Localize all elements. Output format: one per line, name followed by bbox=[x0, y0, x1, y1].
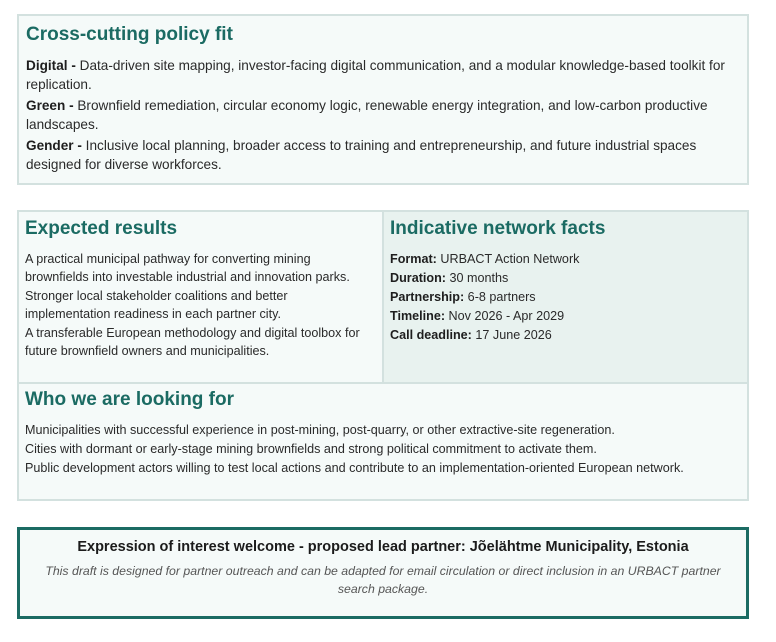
expression-of-interest-box bbox=[17, 527, 749, 619]
fact-partnership bbox=[390, 288, 741, 306]
fact-timeline bbox=[390, 307, 741, 325]
result-item: A practical municipal pathway for converting mining brownfields into investable industrial and innovation parks. bbox=[25, 252, 350, 284]
fact-value: 6-8 partners bbox=[464, 290, 536, 304]
network-facts-title: Indicative network facts bbox=[390, 218, 606, 239]
results-facts-grid bbox=[17, 210, 749, 501]
policy-item-label: Digital - bbox=[26, 58, 76, 73]
policy-item-label: Gender - bbox=[26, 138, 82, 153]
network-facts-section bbox=[384, 212, 747, 382]
expected-results-section bbox=[19, 212, 384, 382]
looking-for-section bbox=[19, 382, 747, 499]
fact-value: URBACT Action Network bbox=[436, 252, 580, 266]
policy-item-green bbox=[26, 96, 741, 134]
fact-label: Duration: bbox=[390, 271, 446, 285]
cta-note: This draft is designed for partner outreach and can be adapted for email circulation or direct inclusion in an URBACT partner search package. bbox=[45, 564, 721, 596]
policy-item-label: Green - bbox=[26, 98, 74, 113]
fact-value: 30 months bbox=[445, 271, 509, 285]
result-item: A transferable European methodology and digital toolbox for future brownfield owners and municipalities. bbox=[25, 326, 360, 358]
fact-duration bbox=[390, 269, 741, 287]
result-item: Stronger local stakeholder coalitions and better implementation readiness in each partner city. bbox=[25, 289, 288, 321]
looking-item: Cities with dormant or early-stage mining brownfields and strong political commitment to activate them. bbox=[25, 442, 597, 456]
policy-item-digital bbox=[26, 56, 741, 94]
fact-format bbox=[390, 250, 741, 268]
policy-item-text: Brownfield remediation, circular economy logic, renewable energy integration, and low-carbon productive landscapes. bbox=[26, 98, 708, 132]
fact-label: Partnership: bbox=[390, 290, 465, 304]
looking-for-title: Who we are looking for bbox=[25, 389, 235, 410]
policy-item-text: Inclusive local planning, broader access to training and entrepreneurship, and future industrial spaces designed for diverse workforces. bbox=[26, 138, 697, 172]
fact-label: Call deadline: bbox=[390, 328, 472, 342]
policy-item-gender bbox=[26, 136, 741, 174]
fact-label: Timeline: bbox=[390, 309, 446, 323]
looking-item: Public development actors willing to test local actions and contribute to an implementation-oriented European network. bbox=[25, 461, 684, 475]
fact-label: Format: bbox=[390, 252, 437, 266]
fact-value: Nov 2026 - Apr 2029 bbox=[445, 309, 565, 323]
cta-title: Expression of interest welcome - proposed lead partner: Jõelähtme Municipality, Estonia bbox=[77, 539, 689, 555]
policy-fit-title: Cross-cutting policy fit bbox=[26, 24, 233, 45]
policy-fit-section bbox=[17, 14, 749, 185]
expected-results-title: Expected results bbox=[25, 218, 178, 239]
fact-value: 17 June 2026 bbox=[471, 328, 552, 342]
policy-item-text: Data-driven site mapping, investor-facing digital communication, and a modular knowledge-based toolkit for replication. bbox=[26, 58, 725, 92]
fact-call-deadline bbox=[390, 326, 741, 344]
looking-item: Municipalities with successful experience in post-mining, post-quarry, or other extractive-site regeneration. bbox=[25, 423, 615, 437]
